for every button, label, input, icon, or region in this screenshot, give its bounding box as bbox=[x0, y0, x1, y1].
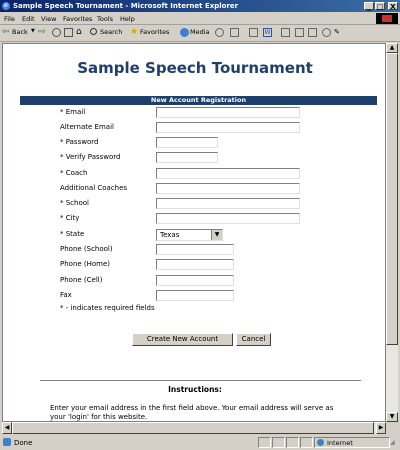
required-fields-note: * - indicates required fields bbox=[60, 304, 155, 312]
media-icon[interactable] bbox=[180, 28, 189, 37]
mail-icon[interactable] bbox=[230, 28, 239, 37]
divider bbox=[40, 380, 361, 381]
page-title: Sample Speech Tournament bbox=[77, 59, 313, 77]
chevron-down-icon[interactable]: ▼ bbox=[211, 230, 222, 240]
search-icon[interactable] bbox=[90, 28, 97, 35]
cancel-button[interactable]: Cancel bbox=[236, 333, 271, 346]
tools-icon[interactable]: ✎ bbox=[334, 28, 340, 36]
globe-icon bbox=[317, 439, 324, 446]
notes-icon[interactable] bbox=[295, 28, 304, 37]
status-cell bbox=[272, 437, 285, 448]
status-cell bbox=[258, 437, 271, 448]
research-icon[interactable] bbox=[308, 28, 317, 37]
menu-help[interactable]: Help bbox=[120, 15, 135, 23]
page-done-icon bbox=[3, 438, 11, 446]
home-icon[interactable]: ⌂ bbox=[76, 27, 82, 37]
additional-coaches-label: Additional Coaches bbox=[60, 184, 128, 192]
state-select[interactable] bbox=[156, 229, 223, 241]
word-edit-icon[interactable]: W bbox=[264, 29, 271, 36]
menu-tools[interactable]: Tools bbox=[97, 15, 114, 23]
state-selected-value: Texas bbox=[160, 231, 180, 239]
verify-password-field[interactable] bbox=[156, 152, 218, 163]
history-icon[interactable] bbox=[215, 28, 224, 37]
status-text: Done bbox=[14, 439, 33, 447]
city-field[interactable] bbox=[156, 213, 300, 224]
back-dropdown-icon[interactable]: ▼ bbox=[31, 28, 35, 34]
alternate-email-label: Alternate Email bbox=[60, 123, 114, 131]
title-bar bbox=[0, 0, 400, 12]
email-label: * Email bbox=[60, 108, 86, 116]
vertical-scrollbar[interactable] bbox=[386, 43, 398, 422]
fax-label: Fax bbox=[60, 291, 72, 299]
alternate-email-field[interactable] bbox=[156, 122, 300, 133]
scroll-left-icon[interactable]: ◀ bbox=[2, 422, 12, 434]
maximize-button[interactable]: □ bbox=[376, 3, 384, 11]
window-title: Sample Speech Tournament - Microsoft Internet Explorer bbox=[13, 2, 239, 10]
page-content bbox=[2, 43, 386, 422]
create-account-button[interactable]: Create New Account bbox=[132, 333, 233, 346]
phone-home-field[interactable] bbox=[156, 259, 234, 270]
phone-home-label: Phone (Home) bbox=[60, 260, 111, 268]
city-label: * City bbox=[60, 214, 80, 222]
phone-cell-field[interactable] bbox=[156, 275, 234, 286]
fax-field[interactable] bbox=[156, 290, 234, 301]
phone-school-field[interactable] bbox=[156, 244, 234, 255]
verify-password-label: * Verify Password bbox=[60, 153, 121, 161]
back-button[interactable]: Back bbox=[12, 28, 28, 36]
school-label: * School bbox=[60, 199, 89, 207]
print-icon[interactable] bbox=[249, 28, 258, 37]
scroll-right-icon[interactable]: ▶ bbox=[376, 422, 386, 434]
minimize-button[interactable]: _ bbox=[364, 2, 374, 10]
stop-icon[interactable] bbox=[52, 28, 61, 37]
status-bar bbox=[0, 436, 400, 450]
email-field[interactable] bbox=[156, 107, 300, 118]
school-field[interactable] bbox=[156, 198, 300, 209]
horizontal-scrollbar[interactable] bbox=[2, 422, 386, 434]
menu-bar bbox=[0, 13, 400, 25]
windows-logo-icon bbox=[376, 13, 398, 24]
close-button[interactable]: X bbox=[388, 2, 398, 10]
resize-grip-icon[interactable]: ◢ bbox=[390, 439, 395, 446]
additional-coaches-field[interactable] bbox=[156, 183, 300, 194]
internet-explorer-icon: e bbox=[2, 2, 10, 10]
messenger-icon[interactable] bbox=[322, 28, 331, 37]
phone-cell-label: Phone (Cell) bbox=[60, 276, 103, 284]
password-field[interactable] bbox=[156, 137, 218, 148]
toolbar bbox=[0, 25, 400, 42]
menu-file[interactable]: File bbox=[4, 15, 15, 23]
section-header: New Account Registration bbox=[20, 96, 377, 105]
state-label: * State bbox=[60, 230, 85, 238]
horizontal-scroll-thumb[interactable] bbox=[12, 422, 374, 434]
coach-field[interactable] bbox=[156, 168, 300, 179]
security-zone: Internet bbox=[327, 439, 353, 447]
instructions-text: Enter your email address in the first field above. Your email address will serve as your 'login' for this website. bbox=[50, 404, 334, 421]
menu-view[interactable]: View bbox=[41, 15, 57, 23]
media-button[interactable]: Media bbox=[190, 28, 210, 36]
favorites-star-icon[interactable]: ★ bbox=[130, 27, 139, 37]
vertical-scroll-thumb[interactable] bbox=[386, 53, 398, 345]
discuss-icon[interactable] bbox=[281, 28, 290, 37]
password-label: * Password bbox=[60, 138, 99, 146]
scroll-down-icon[interactable]: ▼ bbox=[386, 412, 398, 422]
zone-cell bbox=[314, 437, 390, 448]
phone-school-label: Phone (School) bbox=[60, 245, 113, 253]
search-button[interactable]: Search bbox=[100, 28, 123, 36]
refresh-icon[interactable] bbox=[64, 28, 73, 37]
menu-edit[interactable]: Edit bbox=[22, 15, 35, 23]
forward-arrow-icon[interactable]: ⇨ bbox=[38, 27, 46, 37]
scroll-up-icon[interactable]: ▲ bbox=[386, 43, 398, 53]
menu-favorites[interactable]: Favorites bbox=[63, 15, 93, 23]
back-arrow-icon[interactable]: ⇦ bbox=[2, 27, 10, 37]
instructions-heading: Instructions: bbox=[168, 385, 222, 394]
status-cell bbox=[300, 437, 313, 448]
coach-label: * Coach bbox=[60, 169, 88, 177]
status-cell bbox=[286, 437, 299, 448]
favorites-button[interactable]: Favorites bbox=[140, 28, 170, 36]
